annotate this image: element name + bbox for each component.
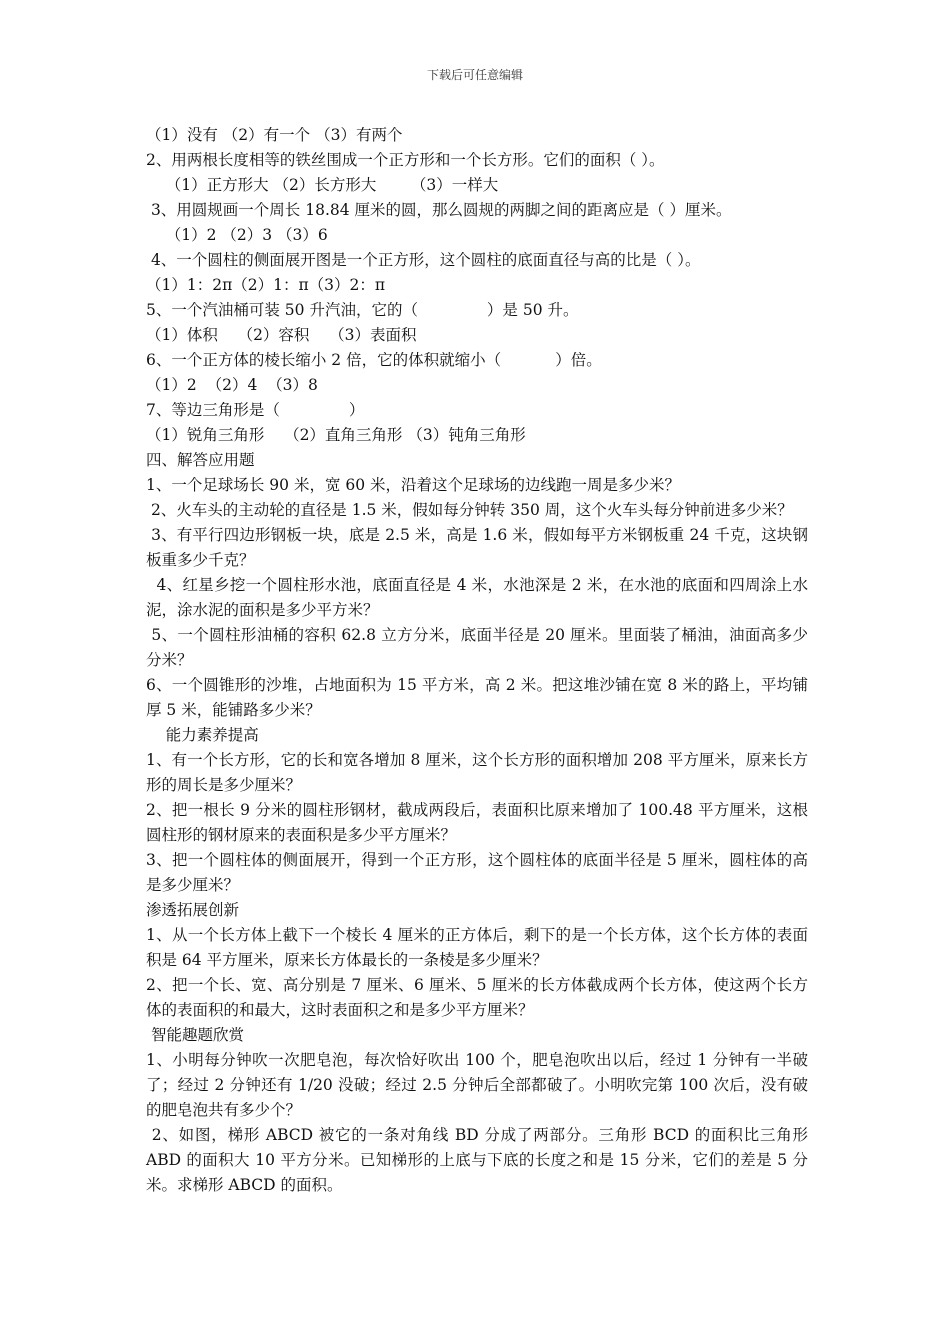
text-line: 1、一个足球场长 90 米，宽 60 米，沿着这个足球场的边线跑一周是多少米？ xyxy=(146,476,681,494)
document-body xyxy=(146,123,813,1198)
text-line: 3、有平行四边形钢板一块，底是 2.5 米，高是 1.6 米，假如每平方米钢板重 24 千克，这块钢板重多少千克？ xyxy=(146,526,808,569)
text-line: （1）体积 （2）容积 （3）表面积 xyxy=(146,326,417,344)
text-line: 2、把一根长 9 分米的圆柱形钢材，截成两段后，表面积比原来增加了 100.48 平方厘米，这根圆柱形的钢材原来的表面积是多少平方厘米？ xyxy=(146,801,808,844)
text-line: （1）2 （2）4 （3）8 xyxy=(146,376,318,394)
text-line: （1）没有 （2）有一个 （3）有两个 xyxy=(146,126,403,144)
section-heading: 能力素养提高 xyxy=(146,726,259,744)
text-line: 5、一个汽油桶可装 50 升汽油，它的（ ）是 50 升。 xyxy=(146,301,579,319)
text-line: 2、如图，梯形 ABCD 被它的一条对角线 BD 分成了两部分。三角形 BCD 的面积比三角形 ABD 的面积大 10 平方分米。已知梯形的上底与下底的长度之和是 15 分米，它们的差是 5 分米。求梯形 ABCD 的面积。 xyxy=(146,1126,813,1194)
text-line: 6、一个圆锥形的沙堆，占地面积为 15 平方米，高 2 米。把这堆沙铺在宽 8 米的路上，平均铺厚 5 米，能铺路多少米？ xyxy=(146,676,808,719)
section-heading: 四、解答应用题 xyxy=(146,451,255,469)
text-line: 1、小明每分钟吹一次肥皂泡，每次恰好吹出 100 个，肥皂泡吹出以后，经过 1 分钟有一半破了；经过 2 分钟还有 1/20 没破；经过 2.5 分钟后全部都破了。小明吹完第 100 次后，没有破的肥皂泡共有多少个？ xyxy=(146,1051,808,1119)
text-line: 1、有一个长方形，它的长和宽各增加 8 厘米，这个长方形的面积增加 208 平方厘米，原来长方形的周长是多少厘米？ xyxy=(146,751,808,794)
text-line: （1）2 （2）3 （3）6 xyxy=(146,226,328,244)
text-line: 5、一个圆柱形油桶的容积 62.8 立方分米，底面半径是 20 厘米。里面装了桶油，油面高多少分米？ xyxy=(146,626,808,669)
text-line: 7、等边三角形是（ ） xyxy=(146,401,365,419)
text-line: （1）锐角三角形 （2）直角三角形 （3）钝角三角形 xyxy=(146,426,526,444)
text-line: 3、用圆规画一个周长 18.84 厘米的圆，那么圆规的两脚之间的距离应是（ ）厘米。 xyxy=(146,201,732,219)
text-line: 2、火车头的主动轮的直径是 1.5 米，假如每分钟转 350 周，这个火车头每分钟前进多少米？ xyxy=(146,501,793,519)
text-line: （1）1：2π（2）1：π（3）2：π xyxy=(146,276,386,294)
section-heading: 智能趣题欣赏 xyxy=(146,1026,244,1044)
text-line: 2、用两根长度相等的铁丝围成一个正方形和一个长方形。它们的面积（ ）。 xyxy=(146,151,665,169)
text-line: 4、红星乡挖一个圆柱形水池，底面直径是 4 米，水池深是 2 米，在水池的底面和四周涂上水泥，涂水泥的面积是多少平方米？ xyxy=(146,576,808,619)
text-line: （1）正方形大 （2）长方形大 （3）一样大 xyxy=(146,176,499,194)
text-line: 6、一个正方体的棱长缩小 2 倍，它的体积就缩小（ ）倍。 xyxy=(146,351,602,369)
text-line: 3、把一个圆柱体的侧面展开，得到一个正方形，这个圆柱体的底面半径是 5 厘米，圆柱体的高是多少厘米？ xyxy=(146,851,808,894)
text-line: 1、从一个长方体上截下一个棱长 4 厘米的正方体后，剩下的是一个长方体，这个长方体的表面积是 64 平方厘米，原来长方体最长的一条棱是多少厘米？ xyxy=(146,926,808,969)
text-line: 4、一个圆柱的侧面展开图是一个正方形，这个圆柱的底面直径与高的比是（ ）。 xyxy=(146,251,701,269)
section-heading: 渗透拓展创新 xyxy=(146,901,240,919)
page-header: 下载后可任意编辑 xyxy=(426,68,523,82)
text-line: 2、把一个长、宽、高分别是 7 厘米、6 厘米、5 厘米的长方体截成两个长方体，使这两个长方体的表面积的和最大，这时表面积之和是多少平方厘米？ xyxy=(146,976,808,1019)
